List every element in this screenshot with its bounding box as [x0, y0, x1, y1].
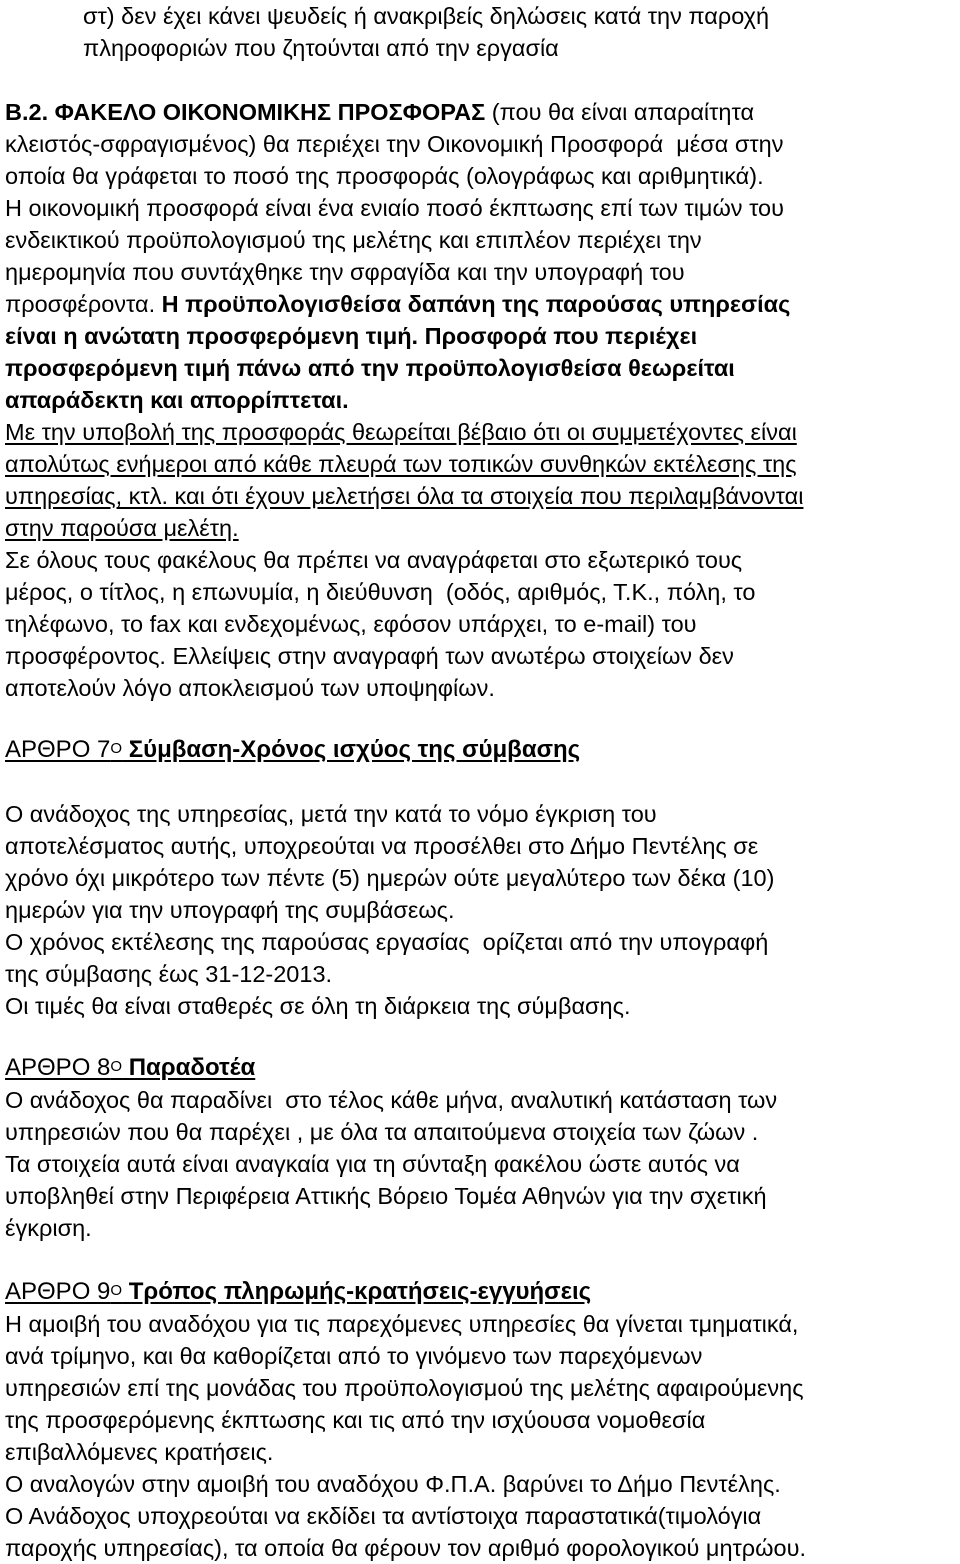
article-7-line: χρόνο όχι μικρότερο των πέντε (5) ημερών ούτε μεγαλύτερο των δέκα (10) — [5, 865, 775, 891]
section-b2-line: τηλέφωνο, το fax και ενδεχομένως, εφόσον υπάρχει, το e-mail) του — [5, 611, 697, 637]
section-b2-line: προσφερόμενη τιμή πάνω από την προϋπολογισθείσα θεωρείται — [5, 355, 735, 381]
section-b2-line: οποία θα γράφεται το ποσό της προσφοράς (ολογράφως και αριθμητικά). — [5, 163, 764, 189]
article-8-superscript: Ο — [110, 1058, 123, 1075]
article-9-line: της προσφερόμενης έκπτωσης και τις από την ισχύουσα νομοθεσία — [5, 1407, 706, 1433]
article-8-line: υποβληθεί στην Περιφέρεια Αττικής Βόρειο Τομέα Αθηνών για την σχετική — [5, 1183, 767, 1209]
article-9-line: παροχής υπηρεσίας), τα οποία θα φέρουν τον αριθμό φορολογικού μητρώου. — [5, 1535, 806, 1561]
article-7-heading — [5, 734, 580, 769]
section-b2-line — [5, 96, 754, 128]
article-9-line: ανά τρίμηνο, και θα καθορίζεται από το γινόμενο των παρεχόμενων — [5, 1343, 703, 1369]
section-b2-underlined: στην παρούσα μελέτη. — [5, 515, 239, 541]
article-7-superscript: Ο — [110, 740, 123, 757]
article-9-superscript: Ο — [110, 1282, 123, 1299]
article-8-title: Παραδοτέα — [122, 1054, 256, 1081]
article-9-line: επιβαλλόμενες κρατήσεις. — [5, 1439, 274, 1465]
section-b2-line: Η οικονομική προσφορά είναι ένα ενιαίο ποσό έκπτωσης επί των τιμών του — [5, 195, 784, 221]
article-8-line: υπηρεσιών που θα παρέχει , με όλα τα απαιτούμενα στοιχεία των ζώων . — [5, 1119, 759, 1145]
section-b2-line: μέρος, ο τίτλος, η επωνυμία, η διεύθυνση (οδός, αριθμός, Τ.Κ., πόλη, το — [5, 579, 756, 605]
intro-line: στ) δεν έχει κάνει ψευδείς ή ανακριβείς δηλώσεις κατά την παροχή — [83, 3, 770, 29]
section-b2-line: ημερομηνία που συντάχθηκε την σφραγίδα και την υπογραφή του — [5, 259, 685, 285]
article-7-line: αποτελέσματος αυτής, υποχρεούται να προσέλθει στο Δήμο Πεντέλης σε — [5, 833, 759, 859]
article-9-number: ΑΡΘΡΟ 9 — [5, 1278, 111, 1305]
section-b2-bold: Προσφορά που περιέχει — [418, 323, 698, 349]
section-b2-text: (που θα είναι απαραίτητα — [485, 99, 755, 125]
article-9-title: Τρόπος πληρωμής-κρατήσεις-εγγυήσεις — [122, 1278, 592, 1305]
section-b2-line — [5, 320, 697, 352]
article-9-line: Η αμοιβή του αναδόχου για τις παρεχόμενες υπηρεσίες θα γίνεται τμηματικά, — [5, 1311, 799, 1337]
article-7-line: ημερών για την υπογραφή της συμβάσεως. — [5, 897, 455, 923]
section-b2-text: προσφέροντα. — [5, 291, 162, 317]
section-b2-line: ενδεικτικού προϋπολογισμού της μελέτης και επιπλέον περιέχει την — [5, 227, 702, 253]
intro-line: πληροφοριών που ζητούνται από την εργασία — [83, 35, 559, 61]
article-8-line: έγκριση. — [5, 1215, 92, 1241]
section-b2-line: κλειστός-σφραγισμένος) θα περιέχει την Οικονομική Προσφορά μέσα στην — [5, 131, 784, 157]
article-8-line: Τα στοιχεία αυτά είναι αναγκαία για τη σύνταξη φακέλου ώστε αυτός να — [5, 1151, 740, 1177]
article-7-line: Οι τιμές θα είναι σταθερές σε όλη τη διάρκεια της σύμβασης. — [5, 993, 631, 1019]
article-8-line: Ο ανάδοχος θα παραδίνει στο τέλος κάθε μήνα, αναλυτική κατάσταση των — [5, 1087, 778, 1113]
article-8-number: ΑΡΘΡΟ 8 — [5, 1054, 111, 1081]
article-9-line: Ο αναλογών στην αμοιβή του αναδόχου Φ.Π.Α. βαρύνει το Δήμο Πεντέλης. — [5, 1471, 781, 1497]
section-b2-bold: είναι η ανώτατη προσφερόμενη τιμή. — [5, 323, 419, 349]
article-9-line: υπηρεσιών επί της μονάδας του προϋπολογισμού της μελέτης αφαιρούμενης — [5, 1375, 804, 1401]
article-9-line: Ο Ανάδοχος υποχρεούται να εκδίδει τα αντίστοιχα παραστατικά(τιμολόγια — [5, 1503, 762, 1529]
article-7-line: Ο ανάδοχος της υπηρεσίας, μετά την κατά το νόμο έγκριση του — [5, 801, 657, 827]
article-7-number: ΑΡΘΡΟ 7 — [5, 736, 111, 763]
article-7-title: Σύμβαση-Χρόνος ισχύος της σύμβασης — [122, 736, 581, 763]
section-b2-line — [5, 288, 790, 320]
section-b2-line: Σε όλους τους φακέλους θα πρέπει να αναγράφεται στο εξωτερικό τους — [5, 547, 743, 573]
article-8-heading — [5, 1052, 255, 1087]
section-b2-title: Β.2. ΦΑΚΕΛΟ ΟΙΚΟΝΟΜΙΚΗΣ ΠΡΟΣΦΟΡΑΣ — [5, 99, 486, 125]
section-b2-line: προσφέροντος. Ελλείψεις στην αναγραφή των ανωτέρω στοιχείων δεν — [5, 643, 734, 669]
section-b2-line: απαράδεκτη και απορρίπτεται. — [5, 387, 349, 413]
article-9-heading — [5, 1276, 591, 1311]
section-b2-underlined: απολύτως ενήμεροι από κάθε πλευρά των τοπικών συνθηκών εκτέλεσης της — [5, 451, 797, 477]
section-b2-line: αποτελούν λόγο αποκλεισμού των υποψηφίων. — [5, 675, 495, 701]
section-b2-bold: Η προϋπολογισθείσα δαπάνη της παρούσας υπηρεσίας — [161, 291, 791, 317]
article-7-line: Ο χρόνος εκτέλεσης της παρούσας εργασίας ορίζεται από την υπογραφή — [5, 929, 769, 955]
section-b2-underlined: Με την υποβολή της προσφοράς θεωρείται βέβαιο ότι οι συμμετέχοντες είναι — [5, 419, 797, 445]
section-b2-underlined: υπηρεσίας, κτλ. και ότι έχουν μελετήσει όλα τα στοιχεία που περιλαμβάνονται — [5, 483, 804, 509]
article-7-line: της σύμβασης έως 31-12-2013. — [5, 961, 333, 987]
